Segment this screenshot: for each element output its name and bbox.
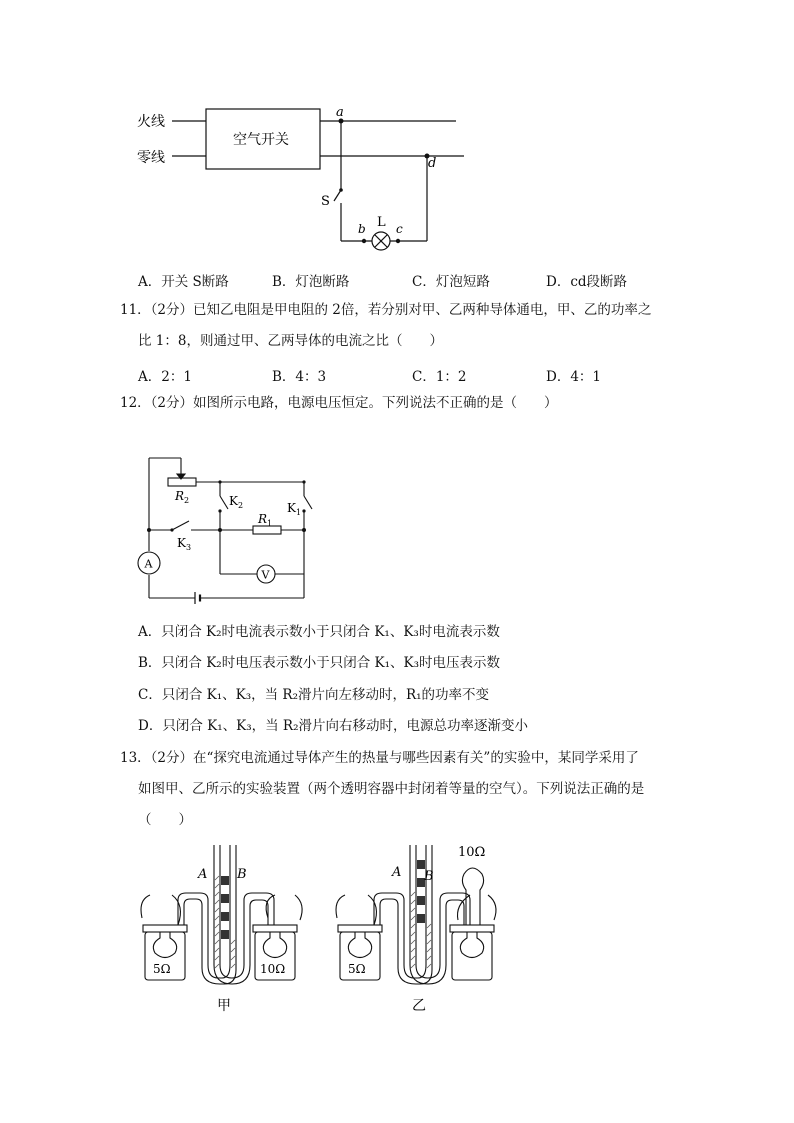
q12-option-c[interactable]: C．只闭合 K₁、K₃，当 R₂滑片向左移动时，R₁的功率不变 [138, 687, 490, 703]
resistor-top-label-yi: 10Ω [458, 845, 486, 860]
q11-stem-line2: 比 1：8，则通过甲、乙两导体的电流之比（ ） [138, 333, 443, 349]
r1-label: $R_1$ [258, 512, 273, 528]
q10-option-b[interactable]: B．灯泡断路 [272, 274, 350, 290]
q12-option-b[interactable]: B．只闭合 K₂时电压表示数小于只闭合 K₁、K₃时电压表示数 [138, 655, 500, 671]
k2-label: $K_2$ [229, 494, 244, 510]
q11-option-a[interactable]: A．2：1 [138, 369, 192, 385]
resistor-5-label-jia: 5Ω [153, 962, 171, 976]
resistor-10-label-jia: 10Ω [260, 962, 286, 976]
figure-apparatus-yi [330, 838, 505, 1018]
q13-stem-line2: 如图甲、乙所示的实验装置（两个透明容器中封闭着等量的空气）。下列说法正确的是 [138, 781, 645, 797]
figure-label-yi: 乙 [412, 998, 426, 1014]
live-wire-label: 火线 [137, 114, 165, 130]
q12-stem: 12．（2分）如图所示电路，电源电压恒定。下列说法不正确的是（ ） [120, 395, 558, 411]
tube-b-label-jia: B [237, 867, 247, 882]
q10-option-a[interactable]: A．开关 S断路 [138, 274, 229, 290]
q10-option-d[interactable]: D．cd段断路 [546, 274, 628, 290]
point-b-label: b [358, 222, 366, 236]
tube-a-label-yi: A [392, 865, 402, 880]
q13-stem-line1: 13．（2分）在“探究电流通过导体产生的热量与哪些因素有关”的实验中，某同学采用了 [120, 750, 639, 766]
q11-option-c[interactable]: C．1：2 [412, 369, 467, 385]
q11-option-b[interactable]: B．4：3 [272, 369, 327, 385]
point-c-label: c [396, 222, 403, 236]
figure-q12-circuit [130, 450, 330, 610]
k3-label: $K_3$ [177, 536, 192, 552]
ammeter-label: A [144, 557, 153, 571]
q12-option-a[interactable]: A．只闭合 K₂时电流表示数小于只闭合 K₁、K₃时电流表示数 [138, 624, 500, 640]
figure-label-jia: 甲 [217, 998, 231, 1014]
voltmeter-label: V [261, 568, 270, 582]
lamp-l-label: L [377, 215, 386, 230]
r2-label: $R_2$ [175, 489, 190, 505]
q12-option-d[interactable]: D．只闭合 K₁、K₃，当 R₂滑片向右移动时，电源总功率逐渐变小 [138, 718, 528, 734]
point-d-label: d [428, 156, 437, 171]
air-switch-label: 空气开关 [233, 132, 289, 148]
q11-option-d[interactable]: D．4：1 [546, 369, 602, 385]
figure-household-circuit [130, 95, 480, 255]
tube-a-label-jia: A [198, 867, 208, 882]
neutral-wire-label: 零线 [137, 150, 165, 166]
tube-b-label-yi: B [424, 869, 434, 884]
switch-s-label: S [321, 194, 330, 209]
k1-label: $K_1$ [287, 501, 302, 517]
q10-option-c[interactable]: C．灯泡短路 [412, 274, 490, 290]
figure-apparatus-jia [138, 838, 313, 1018]
resistor-5-label-yi: 5Ω [348, 962, 366, 976]
q13-stem-line3: （ ） [138, 812, 192, 828]
q11-stem-line1: 11．（2分）已知乙电阻是甲电阻的 2倍，若分别对甲、乙两种导体通电，甲、乙的功率之 [120, 302, 652, 318]
point-a-label: a [336, 105, 344, 120]
